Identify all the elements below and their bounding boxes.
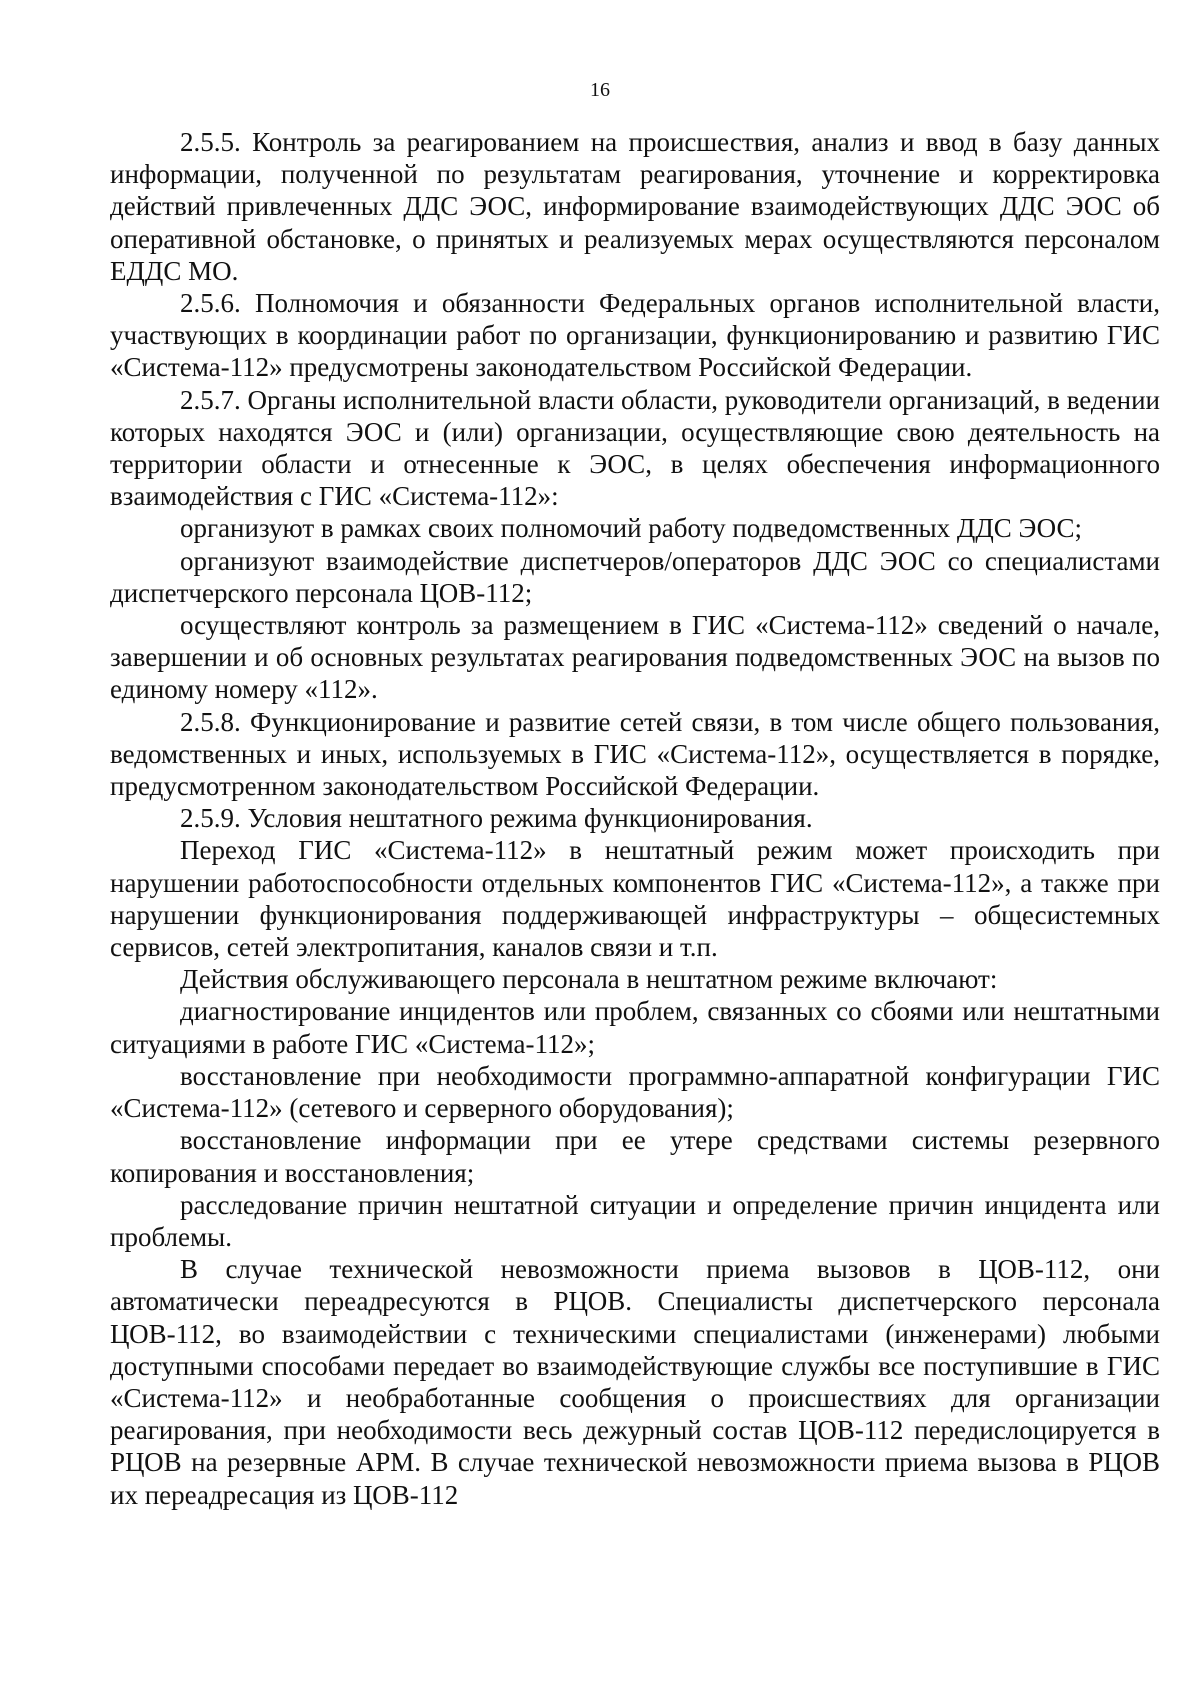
document-body bbox=[110, 126, 1160, 1511]
paragraph-2-5-9: 2.5.9. Условия нештатного режима функционирования. bbox=[180, 803, 813, 834]
list-item: восстановление при необходимости программно-аппаратной конфигурации ГИС «Система-112» (сетевого и серверного оборудования); bbox=[110, 1060, 1160, 1124]
paragraph-rerouting: В случае технической невозможности приема вызовов в ЦОВ-112, они автоматически переадресуются в РЦОВ. Специалисты диспетчерского персонала ЦОВ-112, во взаимодействии с техническими специалистами (инженерами) любыми доступными способами передает во взаимодействующие службы все поступившие в ГИС «Система-112» и необработанные сообщения о происшествиях для организации реагирования, при необходимости весь дежурный состав ЦОВ-112 передислоцируется в РЦОВ на резервные АРМ. В случае технической невозможности приема вызова в РЦОВ их переадресация из ЦОВ-112 bbox=[110, 1254, 1160, 1510]
list-item: расследование причин нештатной ситуации и определение причин инцидента или проблемы. bbox=[110, 1189, 1160, 1252]
list-item: восстановление информации при ее утере средствами системы резервного копирования и восстановления; bbox=[110, 1125, 1160, 1188]
list-item: диагностирование инцидентов или проблем, связанных со сбоями или нештатными ситуациями в работе ГИС «Система-112»; bbox=[110, 996, 1160, 1059]
paragraph-2-5-6: 2.5.6. Полномочия и обязанности Федеральных органов исполнительной власти, участвующих в координации работ по организации, функционированию и развитию ГИС «Система-112» предусмотрены законодательством Российской Федерации. bbox=[110, 288, 1160, 383]
list-item: осуществляют контроль за размещением в ГИС «Система-112» сведений о начале, завершении и об основных результатах реагирования подведомственных ЭОС на вызов по единому номеру «112». bbox=[110, 610, 1160, 705]
paragraph-2-5-7: 2.5.7. Органы исполнительной власти области, руководители организаций, в ведении которых находятся ЭОС и (или) организации, осуществляющие свою деятельность на территории области и отнесенные к ЭОС, в целях обеспечения информационного взаимодействия с ГИС «Система-112»: bbox=[110, 384, 1160, 512]
paragraph-2-5-8: 2.5.8. Функционирование и развитие сетей связи, в том числе общего пользования, ведомственных и иных, используемых в ГИС «Система-112», осуществляется в порядке, предусмотренном законодательством Российской Федерации. bbox=[110, 706, 1160, 802]
paragraph-transition: Переход ГИС «Система-112» в нештатный режим может происходить при нарушении работоспособности отдельных компонентов ГИС «Система-112», а также при нарушении функционирования поддерживающей инфраструктуры – общесистемных сервисов, сетей электропитания, каналов связи и т.п. bbox=[110, 835, 1160, 963]
list-item: организуют в рамках своих полномочий работу подведомственных ДДС ЭОС; bbox=[180, 513, 1083, 544]
page-number: 16 bbox=[590, 79, 610, 101]
paragraph-2-5-5: 2.5.5. Контроль за реагированием на происшествия, анализ и ввод в базу данных информации, полученной по результатам реагирования, уточнение и корректировка действий привлеченных ДДС ЭОС, информирование взаимодействующих ДДС ЭОС об оперативной обстановке, о принятых и реализуемых мерах осуществляются персоналом ЕДДС МО. bbox=[110, 127, 1160, 286]
paragraph-actions-intro: Действия обслуживающего персонала в нештатном режиме включают: bbox=[180, 964, 998, 995]
list-item: организуют взаимодействие диспетчеров/операторов ДДС ЭОС со специалистами диспетчерского персонала ЦОВ-112; bbox=[110, 545, 1160, 608]
